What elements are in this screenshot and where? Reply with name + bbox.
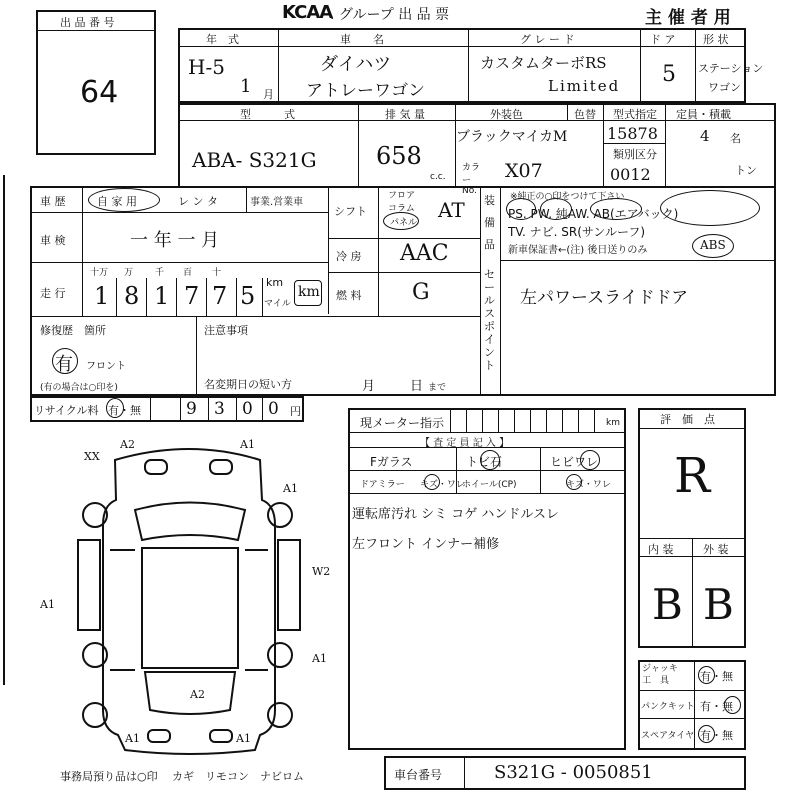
recycle-digit-4: 0	[268, 399, 279, 419]
mileage-digit-4: 7	[184, 282, 200, 310]
fuel-label: 燃 料	[336, 289, 362, 302]
history-label: 車 歴	[40, 195, 66, 208]
car-diagram	[0, 430, 340, 770]
color-no-label: カラー No.	[462, 163, 481, 196]
mark-xx: XX	[84, 450, 100, 463]
inspector-note-1: 運転席汚れ シミ コゲ ハンドルスレ	[352, 507, 560, 522]
inspector-title: 【 査 定 員 記 入 】	[420, 438, 510, 449]
unit-written: km	[298, 284, 320, 300]
place-1k: 千	[155, 268, 165, 278]
deadline-day: 日	[410, 379, 424, 394]
glass-crack: ヒビワレ	[550, 455, 599, 469]
ton-unit: トン	[735, 164, 757, 177]
mileage-digit-1: 1	[94, 282, 110, 310]
history-circle	[88, 188, 160, 212]
repair-value: 有	[55, 354, 73, 375]
wheel-option: キズ・ワレ	[566, 480, 611, 490]
inspection-label: 車 検	[40, 234, 66, 247]
meter-unit: km	[606, 418, 620, 428]
repair-note: (有の場合は○印を)	[40, 383, 118, 393]
category-value: 0012	[610, 165, 651, 184]
body-line2: ワゴン	[708, 81, 741, 94]
spare-label: スペアタイヤ	[641, 731, 695, 741]
fuel-value: G	[412, 280, 430, 305]
sales-point-label: セールスポイント	[484, 268, 495, 372]
mark-a1-right-top: A1	[283, 482, 298, 495]
storage-note: 事務局預り品は○印	[60, 770, 158, 783]
jack-label: ジャッキ 工 具	[642, 664, 678, 686]
recycle-digit-1: 9	[186, 399, 197, 419]
meter-label: 現メーター指示	[360, 416, 445, 430]
maker-name: ダイハツ	[320, 54, 392, 75]
designation-value: 15878	[607, 124, 658, 143]
shift-value: AT	[438, 198, 465, 222]
equipment-line3: 新車保証書←(注) 後日送りのみ	[508, 245, 648, 256]
abs-mark: ABS	[700, 238, 726, 252]
capacity-unit: 名	[730, 132, 741, 145]
score-value: R	[674, 448, 711, 504]
capacity-label: 定員・積載	[676, 108, 731, 121]
displacement-label: 排 気 量	[385, 108, 425, 121]
equipment-line2: TV. ナビ. SR(サンルーフ)	[508, 225, 646, 239]
glass-label: Fガラス	[370, 455, 413, 469]
mileage-digit-5: 7	[212, 282, 228, 310]
mark-a1-front: A1	[240, 438, 255, 451]
color-no: X07	[505, 160, 543, 182]
chassis-value: S321G - 0050851	[494, 762, 653, 783]
history-private: 自 家 用	[97, 195, 137, 208]
exterior-label: 外 装	[703, 543, 729, 556]
recycle-label: リサイクル料	[34, 404, 99, 417]
inspection-value: 一 年 一 月	[130, 230, 220, 251]
category-label: 類別区分	[613, 148, 657, 161]
mark-a1-left: A1	[40, 598, 55, 611]
form-title: . グループ 出 品 票	[330, 7, 450, 23]
puncture-label: パンクキット	[641, 702, 695, 712]
glass-stone: トビ石	[466, 455, 503, 469]
unit-circle	[294, 280, 322, 306]
mileage-digit-6: 5	[240, 282, 256, 310]
mileage-digit-2: 8	[124, 282, 140, 310]
role-label: 主 催 者 用	[645, 8, 731, 28]
wheel-label: ホイール(CP)	[462, 480, 517, 490]
lot-number: 64	[80, 75, 119, 110]
chassis-label: 車台番号	[394, 768, 443, 782]
deadline-month: 月	[362, 379, 376, 394]
mark-w2: W2	[312, 565, 331, 578]
inspector-note-2: 左フロント インナー補修	[352, 537, 500, 552]
grade-line1: カスタムターボRS	[480, 54, 607, 72]
type-label: 型 式	[240, 108, 295, 121]
month-value: 1	[240, 76, 252, 97]
recycle-digit-3: 0	[242, 399, 253, 419]
spare-option: 有・無	[700, 729, 733, 742]
place-100: 百	[183, 268, 193, 278]
mirror-option: キズ・ワレ	[420, 480, 465, 490]
displacement-unit: c.c.	[430, 172, 446, 182]
org-logo: KCAA	[282, 2, 333, 23]
shift-floor: フロア	[388, 191, 416, 201]
body-label: 形 状	[703, 33, 729, 46]
equipment-line1: PS. PW. 純AW. AB(エアバック)	[508, 207, 679, 221]
interior-score: B	[652, 580, 683, 629]
year-value: H-5	[188, 55, 225, 79]
recycle-digit-2: 3	[214, 399, 225, 419]
car-name-label: 車 名	[340, 33, 384, 46]
shift-column: コラム	[388, 204, 415, 214]
caution-label: 注意事項	[204, 324, 248, 337]
grade-line2: Limited	[548, 77, 621, 95]
puncture-option: 有・無	[700, 700, 733, 713]
score-label: 評 価 点	[660, 413, 715, 426]
exterior-score: B	[703, 580, 734, 629]
history-rental: レ ン タ	[178, 195, 218, 208]
place-10: 十	[212, 268, 222, 278]
mark-a1-right: A1	[312, 652, 327, 665]
equipment-label: 装備品	[484, 194, 495, 251]
month-unit: 月	[263, 88, 274, 101]
grade-label: グ レ ー ド	[520, 33, 575, 46]
ac-label: 冷 房	[336, 250, 362, 263]
equipment-note: ※純正の○印をつけて下さい	[510, 192, 625, 202]
body-line1: ステーション	[698, 62, 764, 75]
repair-location: フロント	[86, 361, 126, 372]
mark-a2-front: A2	[120, 438, 135, 451]
recycle-yen: 円	[290, 405, 301, 418]
shift-panel: パネル	[390, 218, 418, 228]
deadline-until: まで	[428, 383, 447, 393]
door-count: 5	[662, 62, 676, 87]
mirror-label: ドアミラー	[360, 480, 405, 490]
capacity-value: 4	[700, 127, 710, 145]
sales-point-text: 左パワースライドドア	[520, 288, 689, 308]
jack-option: 有・無	[700, 670, 733, 683]
displacement-value: 658	[376, 142, 422, 170]
ac-value: AAC	[400, 241, 449, 266]
place-10k: 万	[124, 268, 134, 278]
designation-label: 型式指定	[613, 108, 657, 121]
recycle-options: 有・無	[108, 404, 141, 417]
shift-panel-circle	[383, 212, 419, 230]
color-value: ブラックマイカM	[456, 129, 568, 145]
color-label: 外装色	[490, 108, 523, 121]
type-value: ABA- S321G	[192, 148, 317, 172]
deadline-label: 名変期日の短い方	[204, 378, 292, 391]
unit-mile: マイル	[264, 299, 291, 309]
lot-label: 出 品 番 号	[60, 16, 115, 29]
place-100k: 十万	[90, 268, 109, 278]
model-name: アトレーワゴン	[306, 81, 425, 101]
storage-items: カギ リモコン ナビロム	[172, 770, 304, 783]
unit-km: km	[266, 276, 284, 289]
mark-a1-rear-right: A1	[236, 732, 251, 745]
door-label: ド ア	[650, 33, 676, 46]
history-business: 事業.営業車	[250, 197, 304, 208]
mileage-digit-3: 1	[154, 282, 170, 310]
shift-label: シフト	[334, 205, 367, 218]
interior-label: 内 装	[648, 543, 674, 556]
color-change-label: 色替	[574, 108, 596, 121]
mark-a2-rear: A2	[190, 688, 205, 701]
repair-label: 修復歴 箇所	[40, 324, 106, 337]
mark-a1-rear-left: A1	[125, 732, 140, 745]
mileage-label: 走 行	[40, 287, 66, 300]
year-label: 年 式	[206, 33, 239, 46]
